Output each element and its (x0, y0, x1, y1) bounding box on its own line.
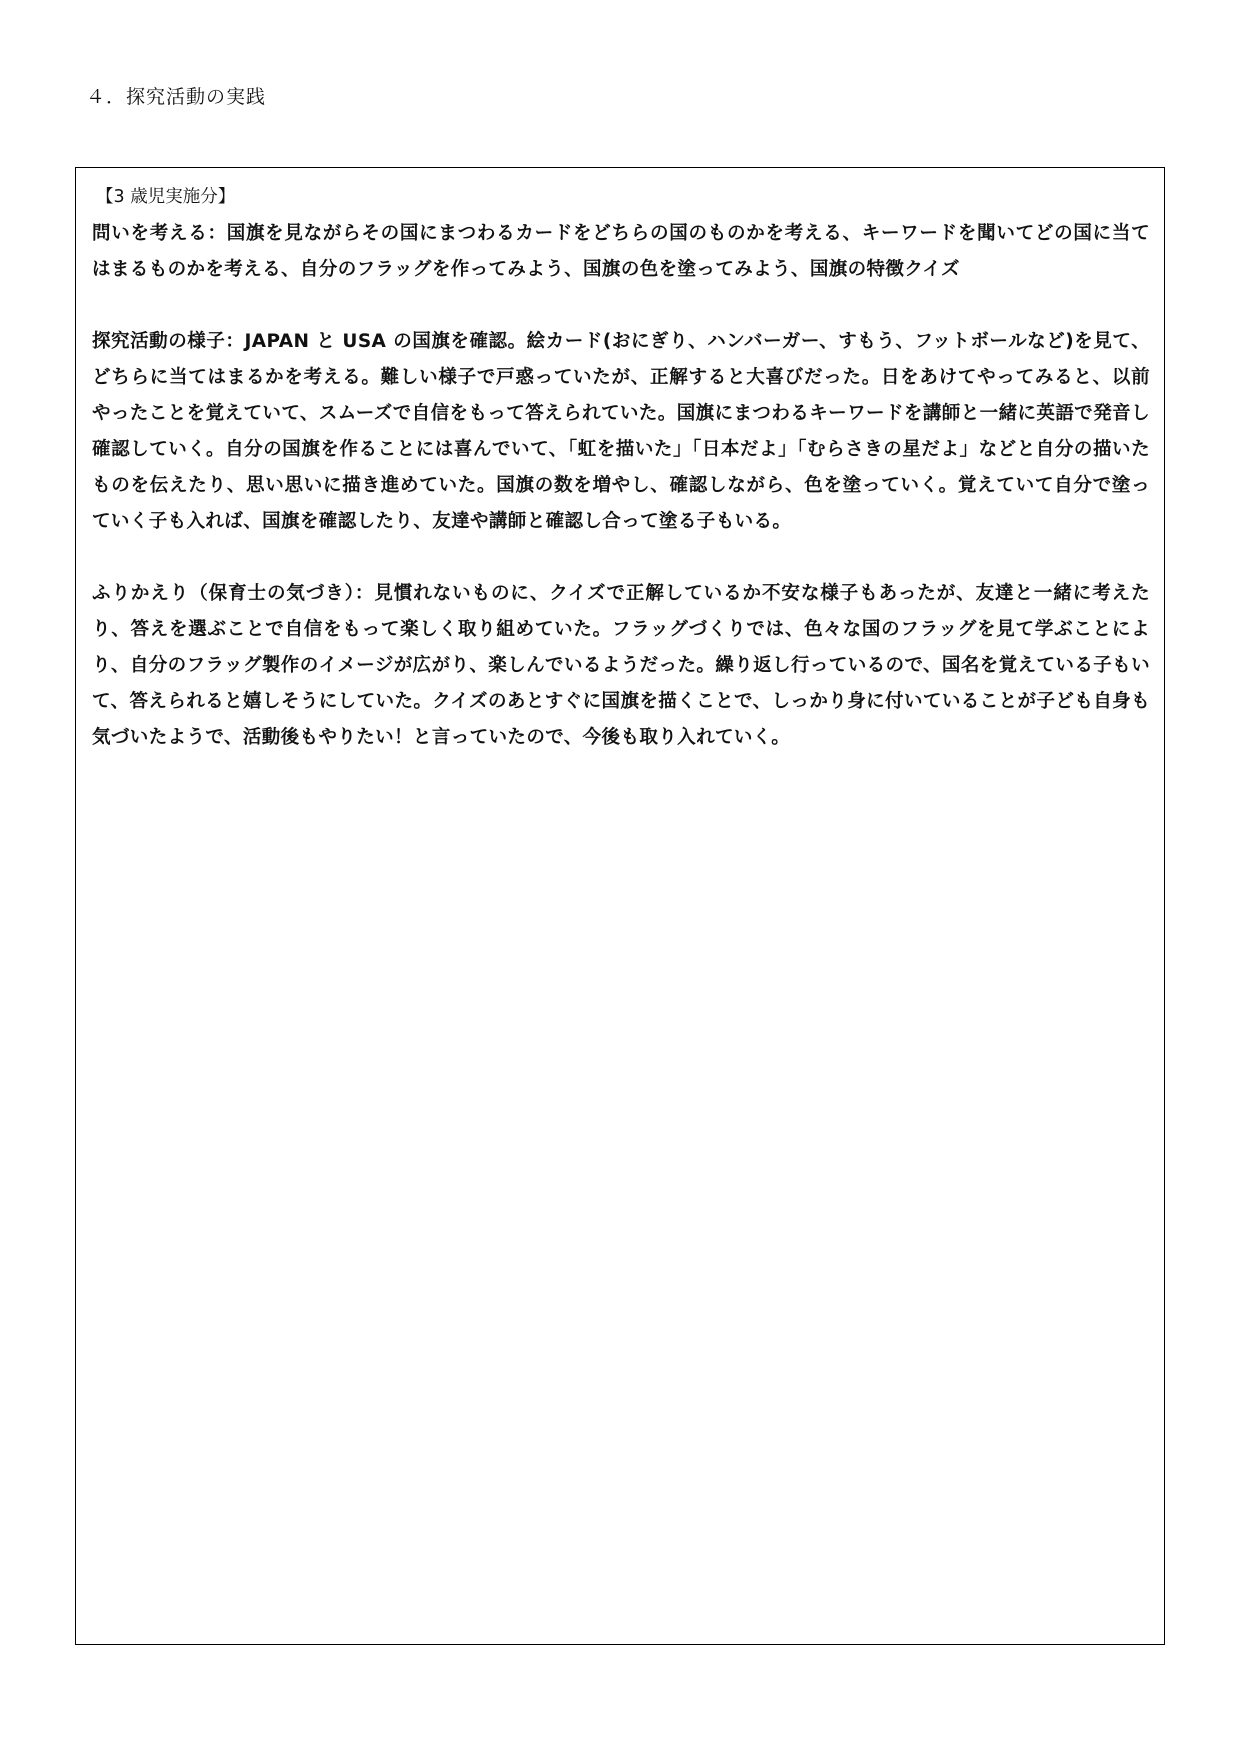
report-label: 【3 歳児実施分】 (96, 187, 236, 207)
reflection-paragraph: ふりかえり（保育士の気づき）：見慣れないものに、クイズで正解しているか不安な様子もあったが、友達と一緒に考えたり、答えを選ぶことで自信をもって楽しく取り組めていた。フラッグづくりでは、色々な国のフラッグを見て学ぶことにより、自分のフラッグ製作のイメージが広がり、楽しんでいるようだった。繰り返し行っているので、国名を覚えている子もいて、答えられると嬉しそうにしていた。クイズのあとすぐに国旗を描くことで、しっかり身に付いていることが子ども自身も気づいたようで、活動後もやりたい！と言っていたので、今後も取り入れていく。 (92, 583, 1150, 748)
report-box (75, 167, 1165, 1645)
activity-paragraph: 探究活動の様子：JAPAN と USA の国旗を確認。絵カード(おにぎり、ハンバーガー、すもう、フットボールなど)を見て、どちらに当てはまるかを考える。難しい様子で戸惑っていたが、正解すると大喜びだった。日をあけてやってみると、以前やったことを覚えていて、スムーズで自信をもって答えられていた。国旗にまつわるキーワードを講師と一緒に英語で発音し確認していく。自分の国旗を作ることには喜んでいて、「虹を描いた」「日本だよ」「むらさきの星だよ」などと自分の描いたものを伝えたり、思い思いに描き進めていた。国旗の数を増やし、確認しながら、色を塗っていく。覚えていて自分で塗っていく子も入れば、国旗を確認したり、友達や講師と確認し合って塗る子もいる。 (92, 331, 1150, 532)
section-heading: ４．探究活動の実践 (86, 86, 267, 108)
question-paragraph: 問いを考える：国旗を見ながらその国にまつわるカードをどちらの国のものかを考える、キーワードを聞いてどの国に当てはまるものかを考える、自分のフラッグを作ってみよう、国旗の色を塗ってみよう、国旗の特徴クイズ (92, 223, 1150, 280)
